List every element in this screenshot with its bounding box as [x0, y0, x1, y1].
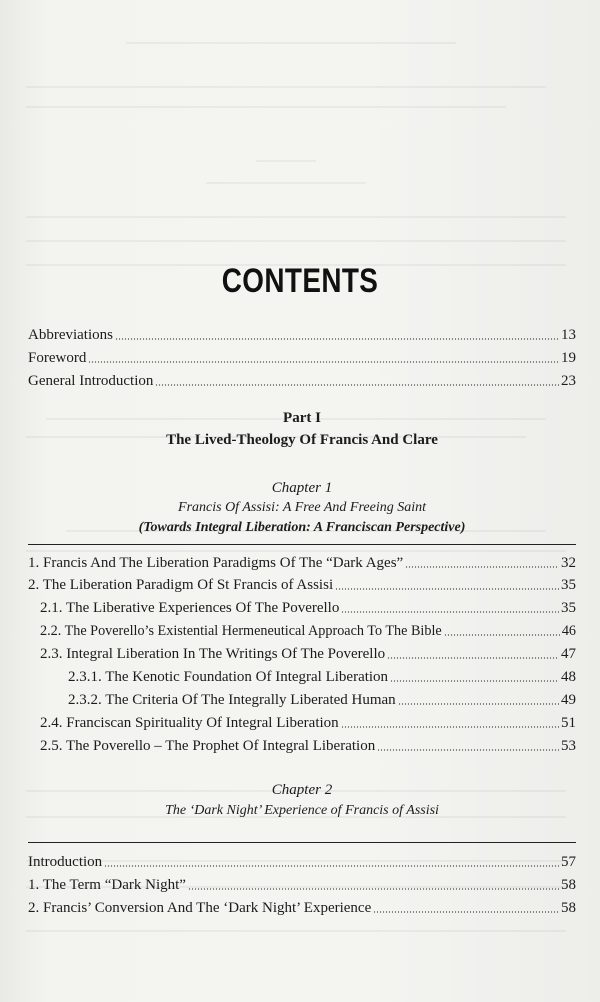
chapter-1-label: Chapter 1 [271, 480, 333, 496]
toc-entry-page: 19 [561, 350, 576, 366]
toc-entry[interactable] [28, 849, 576, 871]
dot-leader [115, 338, 559, 340]
part-title: The Lived-Theology Of Francis And Clare [166, 432, 438, 448]
part-label: Part I [283, 410, 321, 426]
dot-leader [341, 726, 559, 728]
toc-entry-page: 58 [561, 900, 576, 916]
toc-entry-page: 49 [561, 692, 576, 708]
toc-entry-page: 35 [561, 577, 576, 593]
toc-entry-abbreviations[interactable] [28, 322, 576, 344]
chapter-1-subtitle: (Towards Integral Liberation: A Franciscan Perspective) [138, 520, 466, 535]
toc-entry-label: General Introduction [28, 373, 154, 389]
toc-entry-label: 1. The Term “Dark Night” [28, 877, 186, 893]
toc-entry-page: 58 [561, 877, 576, 893]
toc-entry[interactable] [28, 872, 576, 894]
toc-entry-general-introduction[interactable] [28, 368, 576, 390]
toc-entry[interactable] [28, 550, 576, 572]
toc-entry-label: 2. Francis’ Conversion And The ‘Dark Night’ Experience [28, 900, 372, 916]
toc-entry[interactable] [28, 572, 576, 594]
toc-entry-label: 2.5. The Poverello – The Prophet Of Integral Liberation [40, 738, 376, 754]
toc-entry[interactable] [28, 895, 576, 917]
toc-entry-label: 2.2. The Poverello’s Existential Hermeneutical Approach To The Bible [40, 623, 442, 639]
toc-entry-page: 48 [561, 669, 576, 685]
toc-entry-label: Abbreviations [28, 327, 113, 343]
toc-entry-label: Introduction [28, 854, 103, 870]
chapter-2-label: Chapter 2 [271, 782, 333, 798]
toc-entry[interactable] [40, 641, 576, 663]
dot-leader [390, 680, 559, 682]
toc-entry[interactable] [68, 664, 576, 686]
dot-leader [335, 588, 559, 590]
toc-entry-label: 2.1. The Liberative Experiences Of The Poverello [40, 600, 340, 616]
toc-entry-page: 23 [561, 373, 576, 389]
chapter-1-title: Francis Of Assisi: A Free And Freeing Saint [178, 500, 426, 515]
dot-leader [405, 566, 559, 568]
contents-title: CONTENTS [221, 262, 379, 300]
toc-entry-label: 1. Francis And The Liberation Paradigms Of The “Dark Ages” [28, 555, 404, 571]
toc-entry-label: 2.3.2. The Criteria Of The Integrally Liberated Human [68, 692, 396, 708]
toc-entry-page: 47 [561, 646, 576, 662]
toc-entry-label: Foreword [28, 350, 87, 366]
toc-entry-label: 2.4. Franciscan Spirituality Of Integral Liberation [40, 715, 339, 731]
section-divider [28, 842, 576, 843]
toc-entry-page: 13 [561, 327, 576, 343]
dot-leader [444, 634, 560, 636]
dot-leader [155, 384, 559, 386]
dot-leader [104, 865, 559, 867]
section-divider [28, 544, 576, 545]
toc-entry-label: 2.3.1. The Kenotic Foundation Of Integral Liberation [68, 669, 389, 685]
dot-leader [398, 703, 559, 705]
dot-leader [377, 749, 559, 751]
dot-leader [341, 611, 559, 613]
dot-leader [88, 361, 559, 363]
toc-entry-page: 57 [561, 854, 576, 870]
toc-entry-page: 46 [561, 623, 576, 639]
toc-entry-page: 51 [561, 715, 576, 731]
toc-entry[interactable] [40, 733, 576, 755]
toc-entry-label: 2.3. Integral Liberation In The Writings Of The Poverello [40, 646, 386, 662]
toc-entry-label: 2. The Liberation Paradigm Of St Francis of Assisi [28, 577, 334, 593]
toc-entry[interactable] [40, 618, 576, 640]
chapter-2-title: The ‘Dark Night’ Experience of Francis of Assisi [165, 803, 439, 818]
dot-leader [188, 888, 559, 890]
toc-entry-foreword[interactable] [28, 345, 576, 367]
toc-entry[interactable] [40, 595, 576, 617]
dot-leader [373, 911, 559, 913]
dot-leader [387, 657, 559, 659]
toc-entry-page: 35 [561, 600, 576, 616]
toc-entry[interactable] [68, 687, 576, 709]
toc-entry-page: 32 [561, 555, 576, 571]
toc-entry-page: 53 [561, 738, 576, 754]
toc-entry[interactable] [40, 710, 576, 732]
